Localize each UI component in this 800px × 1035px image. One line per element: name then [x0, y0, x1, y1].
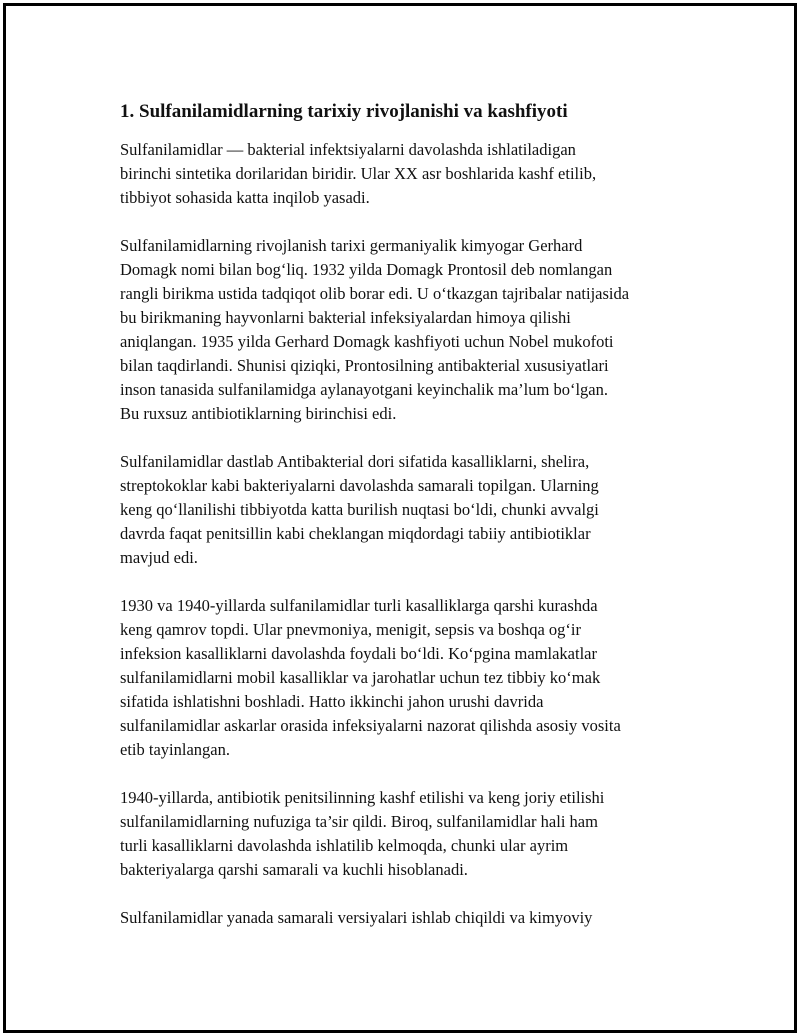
- paragraph: [120, 138, 700, 210]
- paragraph: [120, 450, 700, 570]
- paragraph-line: keng qamrov topdi. Ular pnevmoniya, menigit, sepsis va boshqa og‘ir: [120, 620, 582, 639]
- paragraph-line: etib tayinlangan.: [120, 740, 230, 759]
- paragraph-line: Bu ruxsuz antibiotiklarning birinchisi edi.: [120, 404, 397, 423]
- paragraph-line: rangli birikma ustida tadqiqot olib borar edi. U o‘tkazgan tajribalar natijasida: [120, 284, 630, 303]
- paragraph: [120, 786, 700, 882]
- paragraph-line: tibbiyot sohasida katta inqilob yasadi.: [120, 188, 370, 207]
- document-body: [120, 98, 700, 954]
- paragraph: [120, 234, 700, 426]
- paragraph-line: streptokoklar kabi bakteriyalarni davolashda samarali topilgan. Ularning: [120, 476, 599, 495]
- paragraph-line: bu birikmaning hayvonlarni bakterial infeksiyalardan himoya qilishi: [120, 308, 571, 327]
- paragraph-line: mavjud edi.: [120, 548, 198, 567]
- paragraph-line: bakteriyalarga qarshi samarali va kuchli hisoblanadi.: [120, 860, 468, 879]
- paragraph-line: davrda faqat penitsillin kabi cheklangan miqdordagi tabiiy antibiotiklar: [120, 524, 591, 543]
- page-frame: [3, 3, 797, 1033]
- paragraph-line: 1930 va 1940-yillarda sulfanilamidlar turli kasalliklarga qarshi kurashda: [120, 596, 598, 615]
- paragraph-line: Sulfanilamidlar — bakterial infektsiyalarni davolashda ishlatiladigan: [120, 140, 576, 159]
- paragraph-container: [120, 138, 700, 930]
- paragraph-line: 1940-yillarda, antibiotik penitsilinning kashf etilishi va keng joriy etilishi: [120, 788, 605, 807]
- paragraph-line: sulfanilamidlar askarlar orasida infeksiyalarni nazorat qilishda asosiy vosita: [120, 716, 621, 735]
- paragraph-line: aniqlangan. 1935 yilda Gerhard Domagk kashfiyoti uchun Nobel mukofoti: [120, 332, 614, 351]
- paragraph-line: birinchi sintetika dorilaridan biridir. Ular XX asr boshlarida kashf etilib,: [120, 164, 597, 183]
- paragraph-line: infeksion kasalliklarni davolashda foydali bo‘ldi. Ko‘pgina mamlakatlar: [120, 644, 597, 663]
- paragraph: [120, 594, 700, 762]
- paragraph-line: sulfanilamidlarning nufuziga ta’sir qildi. Biroq, sulfanilamidlar hali ham: [120, 812, 598, 831]
- paragraph-line: bilan taqdirlandi. Shunisi qiziqki, Prontosilning antibakterial xususiyatlari: [120, 356, 609, 375]
- paragraph-line: keng qo‘llanilishi tibbiyotda katta burilish nuqtasi bo‘ldi, chunki avvalgi: [120, 500, 599, 519]
- paragraph-line: Domagk nomi bilan bog‘liq. 1932 yilda Domagk Prontosil deb nomlangan: [120, 260, 613, 279]
- paragraph-line: Sulfanilamidlarning rivojlanish tarixi germaniyalik kimyogar Gerhard: [120, 236, 583, 255]
- paragraph-line: inson tanasida sulfanilamidga aylanayotgani keyinchalik ma’lum bo‘lgan.: [120, 380, 608, 399]
- paragraph: [120, 906, 700, 930]
- paragraph-line: turli kasalliklarni davolashda ishlatilib kelmoqda, chunki ular ayrim: [120, 836, 569, 855]
- paragraph-line: Sulfanilamidlar dastlab Antibakterial dori sifatida kasalliklarni, shelira,: [120, 452, 590, 471]
- paragraph-line: sifatida ishlatishni boshladi. Hatto ikkinchi jahon urushi davrida: [120, 692, 544, 711]
- section-heading: 1. Sulfanilamidlarning tarixiy rivojlanishi va kashfiyoti: [120, 101, 568, 122]
- paragraph-line: sulfanilamidlarni mobil kasalliklar va jarohatlar uchun tez tibbiy ko‘mak: [120, 668, 601, 687]
- paragraph-line: Sulfanilamidlar yanada samarali versiyalari ishlab chiqildi va kimyoviy: [120, 908, 593, 927]
